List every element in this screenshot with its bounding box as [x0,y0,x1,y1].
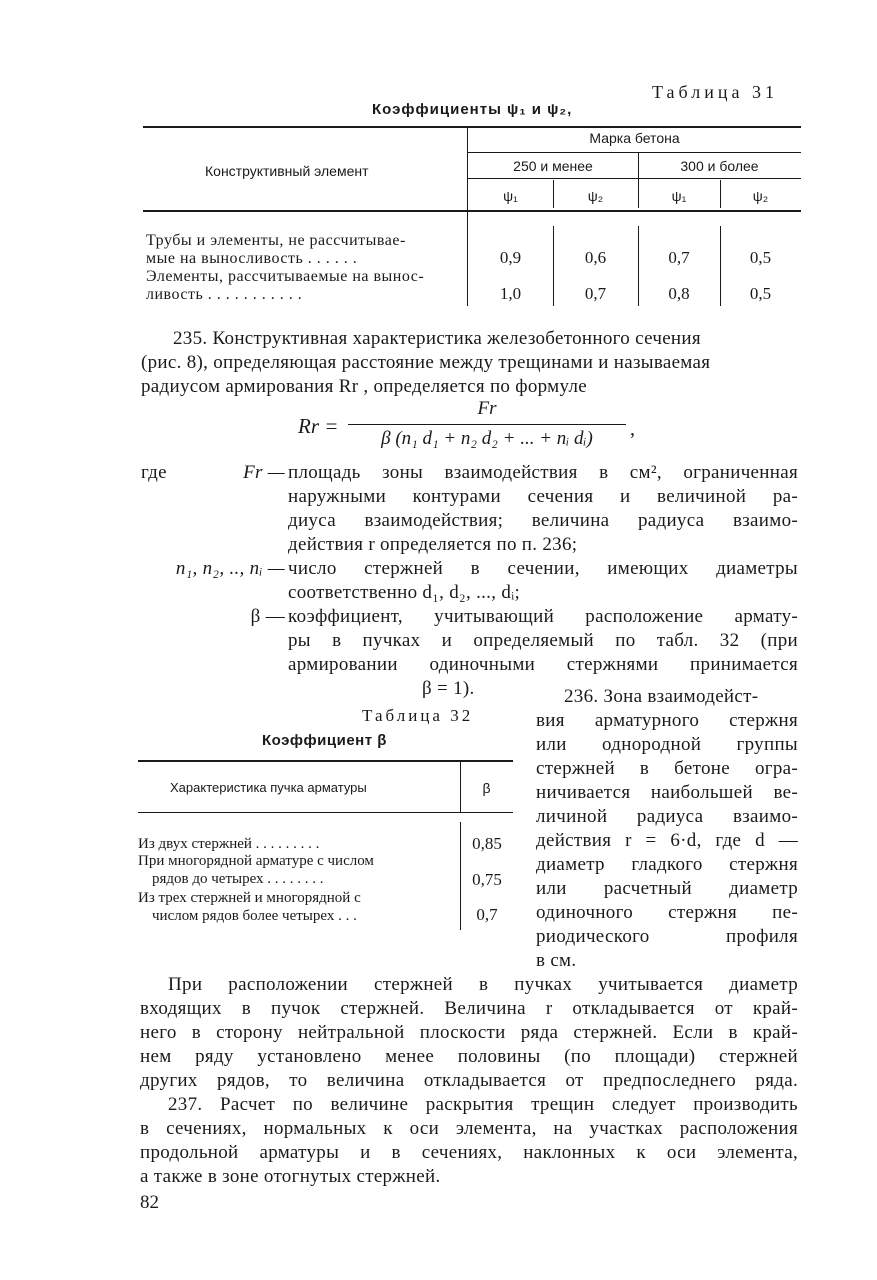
def-term-beta: β — [250,606,285,627]
table31-row1-line2: мые на выносливость . . . . . . [146,250,358,267]
s235-line1: 235. Конструктивная характеристика железобетонного сечения [173,328,701,349]
formula-lhs: Rr = [298,414,339,438]
table32-header-char: Характеристика пучка арматуры [170,780,367,795]
table31-row1-value: 0,9 [499,248,522,267]
table31-top-rule [143,126,801,128]
table32-row3-value: 0,7 [476,905,498,924]
s236-line: или однородной группы [536,734,798,755]
formula-tail: , [630,418,635,440]
table32-row3-line2: числом рядов более четырех . . . [152,908,357,924]
s236-cont-line: входящих в пучок стержней. Величина r откладывается от край- [140,998,798,1019]
table32-row2-line2: рядов до четырех . . . . . . . . [152,871,324,887]
table31-title: Коэффициенты ψ₁ и ψ₂, [372,101,573,118]
s236-line: стержней в бетоне огра- [536,758,798,779]
def-fr-line3: диуса взаимодействия; величина радиуса взаимо- [288,510,798,531]
table31-header-sub2: 300 и более [680,158,759,174]
s237-line: в сечениях, нормальных к оси элемента, на участках расположения [140,1118,798,1139]
table31-sub-rule [468,178,801,179]
table32-row1-value: 0,85 [472,834,502,853]
def-fr-line1: площадь зоны взаимодействия в см², ограниченная [288,462,798,483]
def-fr-line2: наружными контурами сечения и величиной ра- [288,486,798,507]
table31-row1-value: 0,7 [668,248,690,267]
s236-line: вия арматурного стержня [536,710,798,731]
s236-line: одиночного стержня пе- [536,902,798,923]
table31-psi2-b: ψ₂ [752,188,769,204]
table31-label: Таблица 31 [652,82,778,102]
s236-cont-line: При расположении стержней в пучках учитывается диаметр [168,974,798,995]
def-n-line2: соответственно d₁, d₂, ..., dᵢ; [288,582,521,603]
s237-line: 237. Расчет по величине раскрытия трещин следует производить [168,1094,798,1115]
s236-cont-line: него в сторону нейтральной плоскости ряда стержней. Если в край- [140,1022,798,1043]
def-term-n: n₁, n₂, .., nᵢ — [175,558,285,579]
table31-col-rule-c [720,226,721,306]
table31-row2-value: 0,7 [584,284,607,303]
def-fr-line4: действия r определяется по п. 236; [288,534,578,555]
s236-line: личиной радиуса взаимо- [536,806,798,827]
def-term-fr: Fr — [243,462,285,483]
table31-row1-line1: Трубы и элементы, не рассчитывае- [146,232,406,249]
table32-header-beta: β [482,780,491,796]
s236-line: ничивается наибольшей ве- [536,782,798,803]
table31-header-element: Конструктивный элемент [205,163,369,179]
def-n-line1: число стержней в сечении, имеющих диаметры [288,558,798,579]
table32-row2-value: 0,75 [472,870,502,889]
table32-label: Таблица 32 [362,706,474,725]
def-beta-line3: армировании одиночными стержнями принимается [288,654,798,675]
table31-row2-value: 1,0 [499,284,522,303]
table32-title: Коэффициент β [262,732,387,749]
table31-col-rule-b [638,226,639,306]
table32-header-divider [460,762,461,812]
table31-psi1-a: ψ₁ [503,188,518,204]
table32-row3-line1: Из трех стержней и многорядной с [138,890,361,906]
table31-row1-value: 0,6 [584,248,607,267]
table32-header-rule [138,812,513,813]
table31-group-rule [468,152,801,153]
page-number: 82 [140,1192,159,1213]
s236-line: 236. Зона взаимодейст- [564,686,759,707]
table32-row2-line1: При многорядной арматуре с числом [138,853,374,869]
formula-fraction-bar [348,424,626,425]
table31-psi1-b: ψ₁ [671,188,687,204]
table31-divider [467,128,468,306]
where-label: где [141,462,167,483]
s235-line2: (рис. 8), определяющая расстояние между трещинами и называемая [141,352,711,373]
formula-numerator: Fr [477,398,497,419]
table31-row2-value: 0,8 [668,284,690,303]
formula-denominator: β (n₁ d₁ + n₂ d₂ + ... + nᵢ dᵢ) [381,428,593,449]
s235-line3: радиусом армирования Rr , определяется по формуле [141,376,587,397]
def-beta-line1: коэффициент, учитывающий расположение армату- [288,606,798,627]
s236-line: в см. [536,950,577,971]
s236-line: действия r = 6·d, где d — [536,830,798,851]
s236-line: диаметр гладкого стержня [536,854,798,875]
s236-cont-line: нем ряду установлено менее половины (по площади) стержней [140,1046,798,1067]
def-beta-line4: β = 1). [422,678,475,699]
table31-row2-line2: ливость . . . . . . . . . . . [146,286,303,303]
table31-row2-line1: Элементы, рассчитываемые на вынос- [146,268,425,285]
s237-line: а также в зоне отогнутых стержней. [140,1166,441,1187]
s236-line: риодического профиля [536,926,798,947]
table31-header-group: Марка бетона [589,130,680,146]
def-beta-line2: ры в пучках и определяемый по табл. 32 (при [288,630,798,651]
table31-row2-value: 0,5 [749,284,772,303]
table31-psi2-a: ψ₂ [587,188,604,204]
s236-cont-line: других рядов, то величина откладывается от предпоследнего ряда. [140,1070,798,1091]
table31-header-sub1: 250 и менее [513,158,593,174]
s236-line: или расчетный диаметр [536,878,798,899]
table31-row1-value: 0,5 [749,248,772,267]
s237-line: продольной арматуры и в сечениях, наклонных к оси элемента, [140,1142,798,1163]
table31-header-rule [143,210,801,212]
table32-top-rule [138,760,513,762]
table31-col-rule-a [553,226,554,306]
table32-row1-line1: Из двух стержней . . . . . . . . . [138,836,320,852]
